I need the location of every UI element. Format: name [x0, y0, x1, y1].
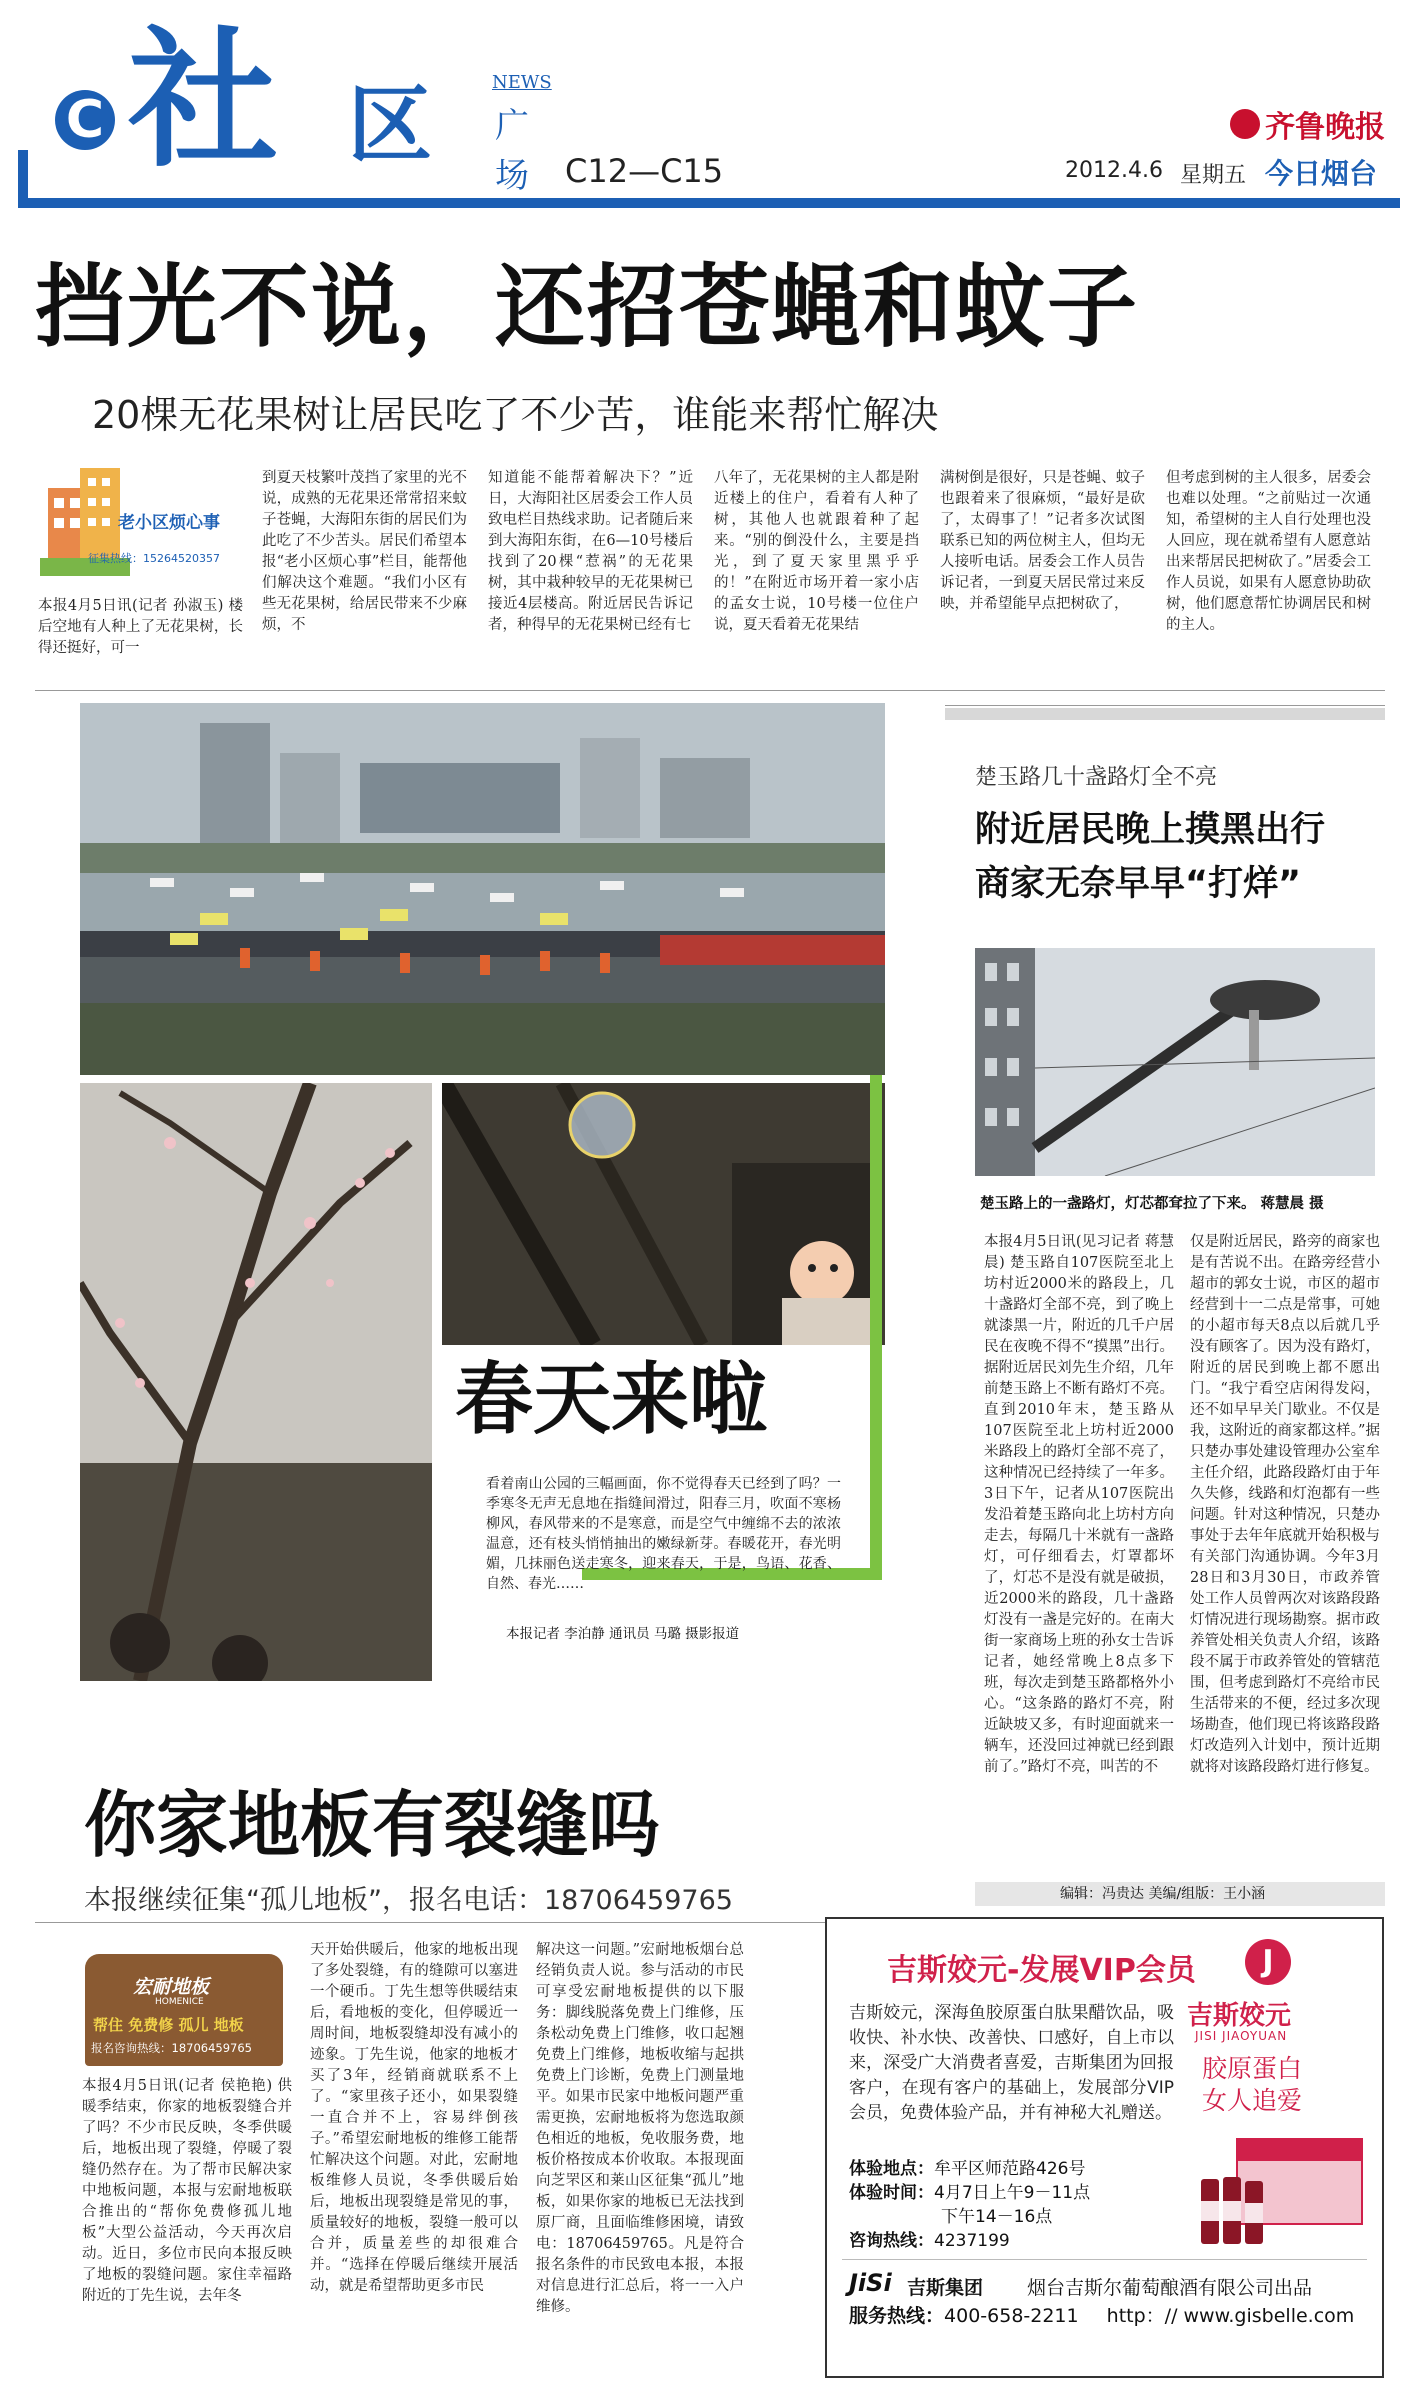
lead-subheadline: 20棵无花果树让居民吃了不少苦，谁能来帮忙解决 [92, 393, 939, 437]
ad-time-1: 4月7日上午9－11点 [934, 2183, 1091, 2203]
ad-time-label: 体验时间： [849, 2183, 934, 2203]
floor-col-1: 本报4月5日讯(记者 侯艳艳) 供暖季结束，你家的地板裂缝合并了吗？不少市民反映，冬季供暖后，地板出现了裂缝，停暖了裂缝仍然存在。为了帮市民解决家中地板问题，本报与宏耐地板联合推出的“帮你免费修孤儿地板”大型公益活动，今天再次启动。近日，多位市民向本报反映了地板的裂缝问题。家住幸福路附近的丁先生说，去年冬 [82, 2078, 292, 2304]
issue-date: 2012.4.6 [1065, 158, 1163, 183]
ad-service-phone: 400-658-2211 [944, 2305, 1079, 2327]
child-bubble-photo [442, 1083, 885, 1345]
ad-website: http：// www.gisbelle.com [1106, 2305, 1355, 2327]
ad-box [825, 1917, 1384, 2378]
lead-col-1: 本报4月5日讯(记者 孙淑玉) 楼后空地有人种上了无花果树，长得还挺好，可一 [38, 598, 243, 656]
lead-col-4: 八年了，无花果树的主人都是附近楼上的住户，看着有人种了树，其他人也就跟着种了起来。“别的倒没什么，主要是挡光，到了夏天家里黑乎乎的！”在附近市场开着一家小店的孟女士说，10号楼一位住户说，夏天看着无花果结 [714, 470, 919, 633]
streetlight-caption: 楚玉路上的一盏路灯，灯芯都耷拉了下来。 蒋慧晨 摄 [980, 1196, 1324, 1212]
ad-phone-row [849, 2229, 1229, 2253]
lead-col-5: 满树倒是很好，只是苍蝇、蚊子也跟着来了很麻烦，“最好是砍了，太碍事了！”记者多次试图联系已知的两位树主人，但均无人接听电话。居委会工作人员告诉记者，一到夏天居民常过来反映，并希望能早点把树砍了， [940, 470, 1145, 612]
lead-bottom-rule [35, 690, 1385, 691]
lake-photo [80, 703, 885, 1075]
ad-details [849, 2157, 1229, 2253]
streetlight-kicker-bar [945, 708, 1385, 720]
page-range: C12—C15 [565, 152, 724, 190]
category-guang: 广 [495, 106, 529, 146]
newspaper-name: 齐鲁晚报 [1265, 110, 1386, 145]
ad-location-row [849, 2157, 1229, 2181]
editor-line: 编辑：冯贵达 美编/组版：王小涵 [1060, 1886, 1266, 1902]
ad-product-image [1197, 2119, 1367, 2249]
floor-headline: 你家地板有裂缝吗 [84, 1783, 661, 1867]
masthead-bar [18, 198, 1400, 208]
ad-group-logo: JiSi [849, 2269, 892, 2297]
ad-title: 吉斯姣元-发展VIP会员 [887, 1953, 1196, 1988]
streetlight-kicker: 楚玉路几十盏路灯全不亮 [975, 765, 1218, 790]
spring-byline: 本报记者 李泊静 通讯员 马璐 摄影报道 [506, 1626, 740, 1642]
category-chang: 场 [495, 156, 529, 196]
floor-subheadline: 本报继续征集“孤儿地板”，报名电话：18706459765 [84, 1885, 733, 1916]
ad-brand-cn: 吉斯姣元 [1187, 2001, 1292, 2031]
badge-title: 老小区烦心事 [118, 513, 220, 533]
ad-location-label: 体验地点： [849, 2159, 934, 2179]
streetlight-col-2: 仅是附近居民，路旁的商家也是有苦说不出。在路旁经营小超市的郭女士说，市区的超市经营到十一二点是常事，可她的小超市每天8点以后就几乎没有顾客了。因为没有路灯，附近的居民到晚上都不愿出门。“我宁看空店闲得发闷，还不如早早关门歇业。不仅是我，这附近的商家都这样。”据只楚办事处建设管理办公室牟主任介绍，此路段路灯由于年久失修，线路和灯泡都有一些问题。针对这种情况，只楚办事处于去年年底就开始积极与有关部门沟通协调。今年3月28日和3月30日，市政养管处工作人员曾两次对该路段路灯情况进行现场勘察。据市政养管处相关负责人介绍，该路段不属于市政养管处的管辖范围，但考虑到路灯不亮给市民生活带来的不便，经过多次现场勘查，他们现已将该路段路灯改造列入计划中，预计近期就将对该路段路灯进行修复。 [1190, 1234, 1380, 1775]
ad-phone: 4237199 [934, 2231, 1010, 2251]
ad-location: 牟平区师范路426号 [934, 2159, 1086, 2179]
ad-tagline-2: 女人追爱 [1202, 2086, 1303, 2115]
lead-col-6: 但考虑到树的主人很多，居委会也难以处理。“之前贴过一次通知，希望树的主人自行处理也没人回应，现在就希望有人愿意站出来帮居民把树砍了。”居委会工作人员说，如果有人愿意协助砍树，他们愿意帮忙协调居民和树的主人。 [1166, 470, 1371, 633]
floor-brand-en: HOMENICE [155, 1997, 204, 2007]
newspaper-sun-icon [1230, 109, 1260, 139]
floor-badge [85, 1954, 283, 2066]
ad-time-2: 下午14－16点 [941, 2207, 1053, 2227]
streetlight-headline-1: 附近居民晚上摸黑出行 [975, 810, 1326, 850]
floor-rule [35, 1922, 950, 1923]
ad-brand-pinyin: JISI JIAOYUAN [1195, 2029, 1288, 2043]
ad-producer: 烟台吉斯尔葡萄酿酒有限公司出品 [1027, 2277, 1313, 2299]
lead-col-2: 到夏天枝繁叶茂挡了家里的光不说，成熟的无花果还常常招来蚊子苍蝇，大海阳东街的居民们为此吃了不少苦头。居民们希望本报“老小区烦心事”栏目，能帮他们解决这个难题。“我们小区有些无花果树，给居民带来不少麻烦，不 [262, 470, 467, 633]
blossom-photo [80, 1083, 432, 1681]
ad-body: 吉斯姣元，深海鱼胶原蛋白肽果醋饮品，吸收快、补水快、改善快、口感好，自上市以来，深受广大消费者喜爱，吉斯集团为回报客户，在现有客户的基础上，发展部分VIP会员，免费体验产品，并有神秘大礼赠送。 [849, 2003, 1174, 2123]
ad-group-name: 吉斯集团 [907, 2277, 984, 2299]
ad-tagline-1: 胶原蛋白 [1202, 2054, 1303, 2083]
masthead [0, 0, 1417, 215]
section-title-qu: 区 [348, 75, 433, 174]
streetlight-col-1: 本报4月5日讯(见习记者 蒋慧晨) 楚玉路自107医院至北上坊村近2000米的路段上，几十盏路灯全部不亮，到了晚上就漆黑一片，附近的几千户居民在夜晚不得不“摸黑”出行。据附近居民刘先生介绍，几年前楚玉路上不断有路灯不亮。直到2010年末，楚玉路从107医院至北上坊村近2000米路段上的路灯全部不亮了，这种情况已经持续了一年多。3日下午，记者从107医院出发沿着楚玉路向北上坊村方向走去，每隔几十米就有一盏路灯，可仔细看去，灯罩都坏了，灯芯不是没有就是破损，近2000米的路段，几十盏路灯没有一盏是完好的。在南大街一家商场上班的孙女士告诉记者，她经常晚上8点多下班，每次走到楚玉路都格外小心。“这条路的路灯不亮，附近缺坡又多，有时迎面就来一辆车，还没回过神就已经到跟前了。”路灯不亮，叫苦的不 [984, 1234, 1174, 1775]
floor-badge-hotline: 报名咨询热线：18706459765 [91, 2041, 252, 2055]
floor-brand-name: 宏耐地板 [133, 1976, 210, 1998]
badge-hotline: 征集热线：15264520357 [88, 552, 220, 565]
spring-body: 看着南山公园的三幅画面，你不觉得春天已经到了吗？一季寒冬无声无息地在指缝间滑过，阳春三月，吹面不寒杨柳风，春风带来的不是寒意，而是空气中缠绵不去的浓浓温意，还有枝头悄悄抽出的嫩绿新芽。春暖花开，春光明媚，几抹丽色送走寒冬，迎来春天，于是，鸟语、花香、自然、春光…… [486, 1476, 841, 1592]
ad-time-row-2 [849, 2205, 1229, 2229]
issue-weekday: 星期五 [1180, 163, 1247, 188]
ad-service-row [849, 2301, 1354, 2328]
news-label: NEWS [492, 72, 552, 93]
lead-col-3: 知道能不能帮着解决下？”近日，大海阳社区居委会工作人员致电栏目热线求助。记者随后来到大海阳东街，在6—10号楼后找到了20棵“惹祸”的无花果树，其中栽种较早的无花果树已接近4层楼高。附近居民告诉记者，种得早的无花果树已经有七 [488, 470, 693, 633]
masthead-bar-left-accent [18, 150, 28, 200]
lead-headline: 挡光不说，还招苍蝇和蚊子 [35, 255, 1139, 360]
section-title-she: 社 [128, 12, 279, 188]
streetlight-headline-2: 商家无奈早早“打烊” [975, 864, 1302, 904]
spring-headline: 春天来啦 [455, 1355, 768, 1445]
floor-col-3: 解决这一问题。”宏耐地板烟台总经销负责人说。参与活动的市民可享受宏耐地板提供的以下服务：脚线脱落免费上门维修，压条松动免费上门维修，收口起翘免费上门维修，地板收缩与起拱免费上门诊断，免费上门测量地平。如果市民家中地板问题严重需更换，宏耐地板将为您选取颜色相近的地板，免收服务费，地板价格按成本价收取。本报现面向芝罘区和莱山区征集“孤儿”地板，如果你家的地板已无法找到原厂商，且面临维修困境，请致电：18706459765。凡是符合报名条件的市民致电本报，本报对信息进行汇总后，将一一入户维修。 [536, 1942, 744, 2315]
ad-service-label: 服务热线： [849, 2305, 945, 2327]
ad-phone-label: 咨询热线： [849, 2231, 934, 2251]
column-badge [40, 458, 225, 576]
edition-name: 今日烟台 [1265, 157, 1378, 190]
floor-badge-slogan: 帮住 免费修 孤儿 地板 [93, 2016, 244, 2034]
floor-col-2: 天开始供暖后，他家的地板出现了多处裂缝，有的缝隙可以塞进一个硬币。丁先生想等供暖结束后，看地板的变化，但停暖近一周时间，地板裂缝却没有减小的迹象。丁先生说，他家的地板才买了3年，经销商就联系不上了。“家里孩子还小，如果裂缝一直合并不上，容易绊倒孩子。”希望宏耐地板的维修工能帮忙解决这个问题。对此，宏耐地板维修人员说，冬季供暖后始后，地板出现裂缝是常见的事，质量较好的地板，裂缝一般可以合并，质量差些的却很难合并。“选择在停暖后继续开展活动，就是希望帮助更多市民 [310, 1942, 518, 2294]
section-letter-badge: C [55, 90, 115, 150]
streetlight-photo [975, 948, 1375, 1176]
newspaper-logo [1230, 102, 1395, 145]
streetlight-top-rule [945, 705, 1385, 706]
ad-brand-logo-icon: J [1245, 1939, 1291, 1985]
ad-time-row [849, 2181, 1229, 2205]
ad-footer-rule [842, 2259, 1367, 2260]
spring-green-frame-right [870, 1075, 882, 1580]
